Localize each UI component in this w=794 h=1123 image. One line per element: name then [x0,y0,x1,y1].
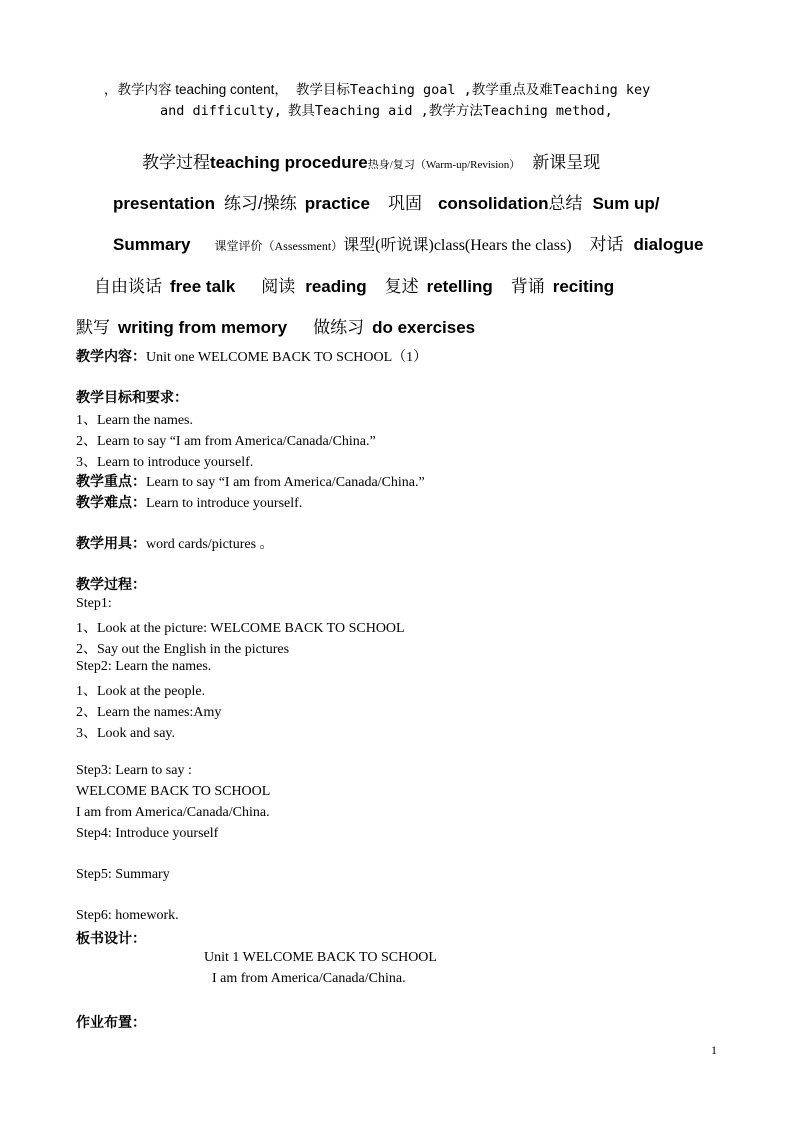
process-heading: 教学过程： [76,577,146,593]
header-goal-cn: 教学目标 [295,82,350,97]
term-summary-en: Summary [113,235,191,254]
aids-value: word cards/pictures 。 [146,537,274,552]
homework-heading: 作业布置： [76,1015,146,1031]
term-reciting-cn: 背诵 [510,277,545,296]
board-heading: 板书设计： [76,931,146,947]
header-line-1 [104,78,650,99]
term-freetalk-en: free talk [170,277,236,296]
process-line-1: Step1: [76,596,112,611]
terms-line-3 [113,230,703,255]
process-line-3: 2、Say out the English in the pictures [76,642,290,657]
process-line-6: 2、Learn the names:Amy [76,705,222,720]
term-retelling-en: retelling [426,277,493,296]
term-class-type: 课型(听说课)class(Hears the class) [343,237,572,254]
term-reciting-en: reciting [552,277,615,296]
process-line-13: Step6: homework. [76,908,179,923]
terms-line-2 [113,189,660,214]
process-line-5: 1、Look at the people. [76,684,206,699]
terms-line-1 [142,148,600,173]
term-presentation-cn: 新课呈现 [532,153,601,172]
header-goal-en: Teaching goal , [349,82,472,98]
header-content-term: ，教学内容 teaching content， [104,82,288,97]
term-exercises-en: do exercises [372,318,476,337]
goal-item-2: 2、Learn to say “I am from America/Canada/China.” [76,434,376,449]
term-reading-cn: 阅读 [261,277,296,296]
term-consolidation-cn: 巩固 [387,194,422,213]
term-presentation-en: presentation [113,194,216,213]
term-procedure-cn: 教学过程 [142,153,210,172]
term-freetalk-cn: 自由谈话 [94,277,162,296]
difficulty-value: Learn to introduce yourself. [146,496,303,511]
board-line-1: Unit 1 WELCOME BACK TO SCHOOL [204,950,437,965]
goals-heading: 教学目标和要求： [76,390,188,406]
header-aid-en: Teaching aid , [314,103,429,119]
header-difficulty-en: and difficulty, [160,103,282,119]
term-exercises-cn: 做练习 [313,318,365,337]
process-line-9: WELCOME BACK TO SCHOOL [76,784,271,799]
header-method-cn: 教学方法 [428,103,483,118]
key-point-label: 教学重点： [76,474,146,490]
term-warmup: 热身/复习（Warm-up/Revision） [367,159,521,171]
term-dictation-cn: 默写 [76,318,110,337]
process-line-2: 1、Look at the picture: WELCOME BACK TO SCHOOL [76,621,405,636]
term-sumup-en: Sum up/ [592,194,660,213]
term-practice-cn: 练习/操练 [224,194,297,213]
process-line-11: Step4: Introduce yourself [76,826,219,841]
terms-line-5 [76,313,475,338]
process-line-4: Step2: Learn the names. [76,659,212,674]
process-line-7: 3、Look and say. [76,726,176,741]
difficulty-label: 教学难点： [76,495,146,511]
header-key-en: Teaching key [552,82,651,98]
term-practice-en: practice [304,194,370,213]
aids-line [76,533,274,553]
page-number: 1 [711,1043,717,1057]
header-line-2 [160,99,613,120]
aids-label: 教学用具： [76,536,146,552]
key-point-value: Learn to say “I am from America/Canada/China.” [146,475,425,490]
difficulty-line [76,492,302,512]
content-line [76,346,427,366]
goal-item-1: 1、Learn the names. [76,413,194,428]
term-dialogue-cn: 对话 [589,235,624,254]
term-assessment: 课堂评价（Assessment） [214,239,344,253]
term-consolidation-en: consolidation [437,194,549,213]
term-reading-en: reading [305,277,367,296]
process-line-8: Step3: Learn to say : [76,763,192,778]
content-value: Unit one WELCOME BACK TO SCHOOL（1） [146,350,428,365]
process-line-10: I am from America/Canada/China. [76,805,270,820]
content-label: 教学内容： [76,349,146,365]
term-dictation-en: writing from memory [118,318,288,337]
term-sumup-cn: 总结 [548,194,583,213]
goal-item-3: 3、Learn to introduce yourself. [76,455,254,470]
header-method-en: Teaching method, [482,103,613,119]
term-procedure-en: teaching procedure [210,153,368,172]
header-aid-cn: 教具 [287,103,315,118]
board-line-2: I am from America/Canada/China. [212,971,406,986]
term-dialogue-en: dialogue [633,235,704,254]
terms-line-4 [94,272,614,297]
key-point-line [76,471,425,491]
term-retelling-cn: 复述 [384,277,419,296]
header-key-cn: 教学重点及难 [471,82,553,97]
process-line-12: Step5: Summary [76,867,170,882]
